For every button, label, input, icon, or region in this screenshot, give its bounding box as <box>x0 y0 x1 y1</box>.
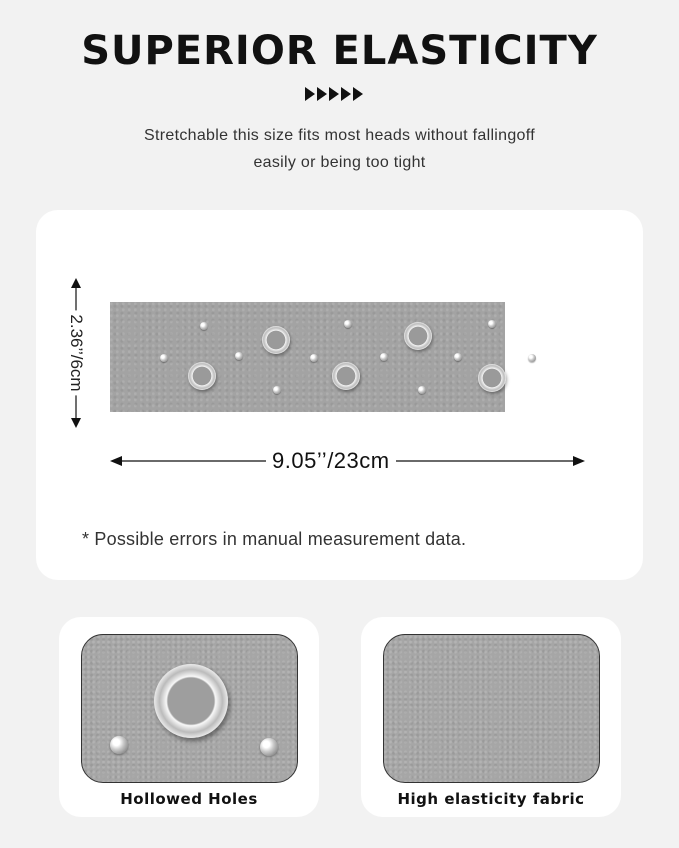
stud <box>260 738 278 756</box>
grommet <box>154 664 228 738</box>
subtitle <box>0 122 679 176</box>
stud <box>418 386 426 394</box>
stud <box>344 320 352 328</box>
stud <box>200 322 208 330</box>
detail-card-hollowed-holes <box>59 617 319 817</box>
height-label: 2.36’’/6cm <box>66 310 86 395</box>
width-label: 9.05’’/23cm <box>266 448 396 474</box>
detail-label-fabric: High elasticity fabric <box>397 790 585 808</box>
stud <box>160 354 168 362</box>
grommet <box>188 362 216 390</box>
grommet <box>478 364 506 392</box>
grommet <box>332 362 360 390</box>
subtitle-line-1: Stretchable this size fits most heads without fallingoff <box>144 127 535 144</box>
grommet <box>262 326 290 354</box>
headband-image <box>110 302 505 412</box>
measurement-note: * Possible errors in manual measurement data. <box>82 529 467 549</box>
stud <box>488 320 496 328</box>
detail-card-fabric <box>361 617 621 817</box>
page-title: SUPERIOR ELASTICITY <box>81 28 598 74</box>
stud <box>380 353 388 361</box>
stud <box>235 352 243 360</box>
fabric-closeup <box>383 634 600 783</box>
stud <box>310 354 318 362</box>
stud <box>110 736 128 754</box>
measurement-card <box>36 210 643 580</box>
stud <box>528 354 536 362</box>
grommet <box>404 322 432 350</box>
stud <box>454 353 462 361</box>
arrow-decoration-icon <box>305 85 369 103</box>
hollowed-holes-closeup <box>81 634 298 783</box>
detail-label-hollowed-holes: Hollowed Holes <box>120 790 258 808</box>
stud <box>273 386 281 394</box>
subtitle-line-2: easily or being too tight <box>253 154 426 171</box>
